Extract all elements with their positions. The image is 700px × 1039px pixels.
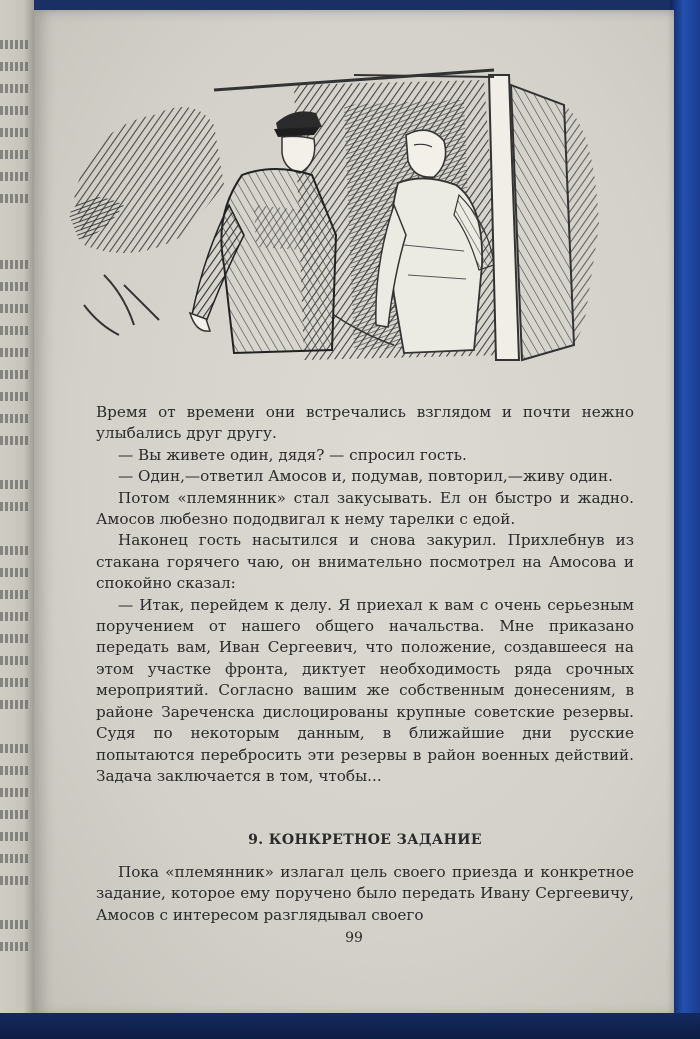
paragraph: Пока «племянник» излагал цель своего приезда и конкретное задание, которое ему поручено было передать Ивану Сергеевичу, Амосов с интересом разглядывал своего bbox=[96, 863, 634, 924]
chapter-text bbox=[96, 862, 634, 926]
body-text bbox=[96, 402, 634, 787]
page-number: 99 bbox=[345, 930, 363, 946]
paragraph: — Итак, перейдем к делу. Я приехал к вам с очень серьезным поручением от нашего общего начальства. Мне приказано передать вам, Иван Сергеевич, что положение, создавшееся на этом участке фронта, диктует необходимость ряда срочных мероприятий. Согласно вашим же собственным донесениям, в районе Зареченска дислоцированы крупные советские резервы. Судя по некоторым данным, в ближайшие дни русские попытаются перебросить эти резервы в район военных действий. Задача заключается в том, чтобы... bbox=[96, 595, 634, 785]
previous-page-edge bbox=[0, 0, 34, 1020]
paragraph: Время от времени они встречались взглядом и почти нежно улыбались друг другу. bbox=[96, 403, 634, 443]
illustration bbox=[64, 65, 604, 365]
paragraph: Потом «племянник» стал закусывать. Ел он быстро и жадно. Амосов любезно пододвигал к нему тарелки с едой. bbox=[96, 488, 634, 529]
book-cover-bottom bbox=[0, 1013, 700, 1039]
book-page bbox=[34, 10, 674, 1016]
paragraph: — Один,—ответил Амосов и, подумав, повторил,—живу один. bbox=[118, 467, 613, 486]
paragraph: Наконец гость насытился и снова закурил. Прихлебнув из стакана горячего чаю, он внимательно посмотрел на Амосова и спокойно сказал: bbox=[96, 531, 634, 593]
paragraph: — Вы живете один, дядя? — спросил гость. bbox=[118, 445, 467, 464]
chapter-heading: 9. КОНКРЕТНОЕ ЗАДАНИЕ bbox=[248, 832, 482, 848]
book-cover-edge bbox=[670, 0, 700, 1039]
